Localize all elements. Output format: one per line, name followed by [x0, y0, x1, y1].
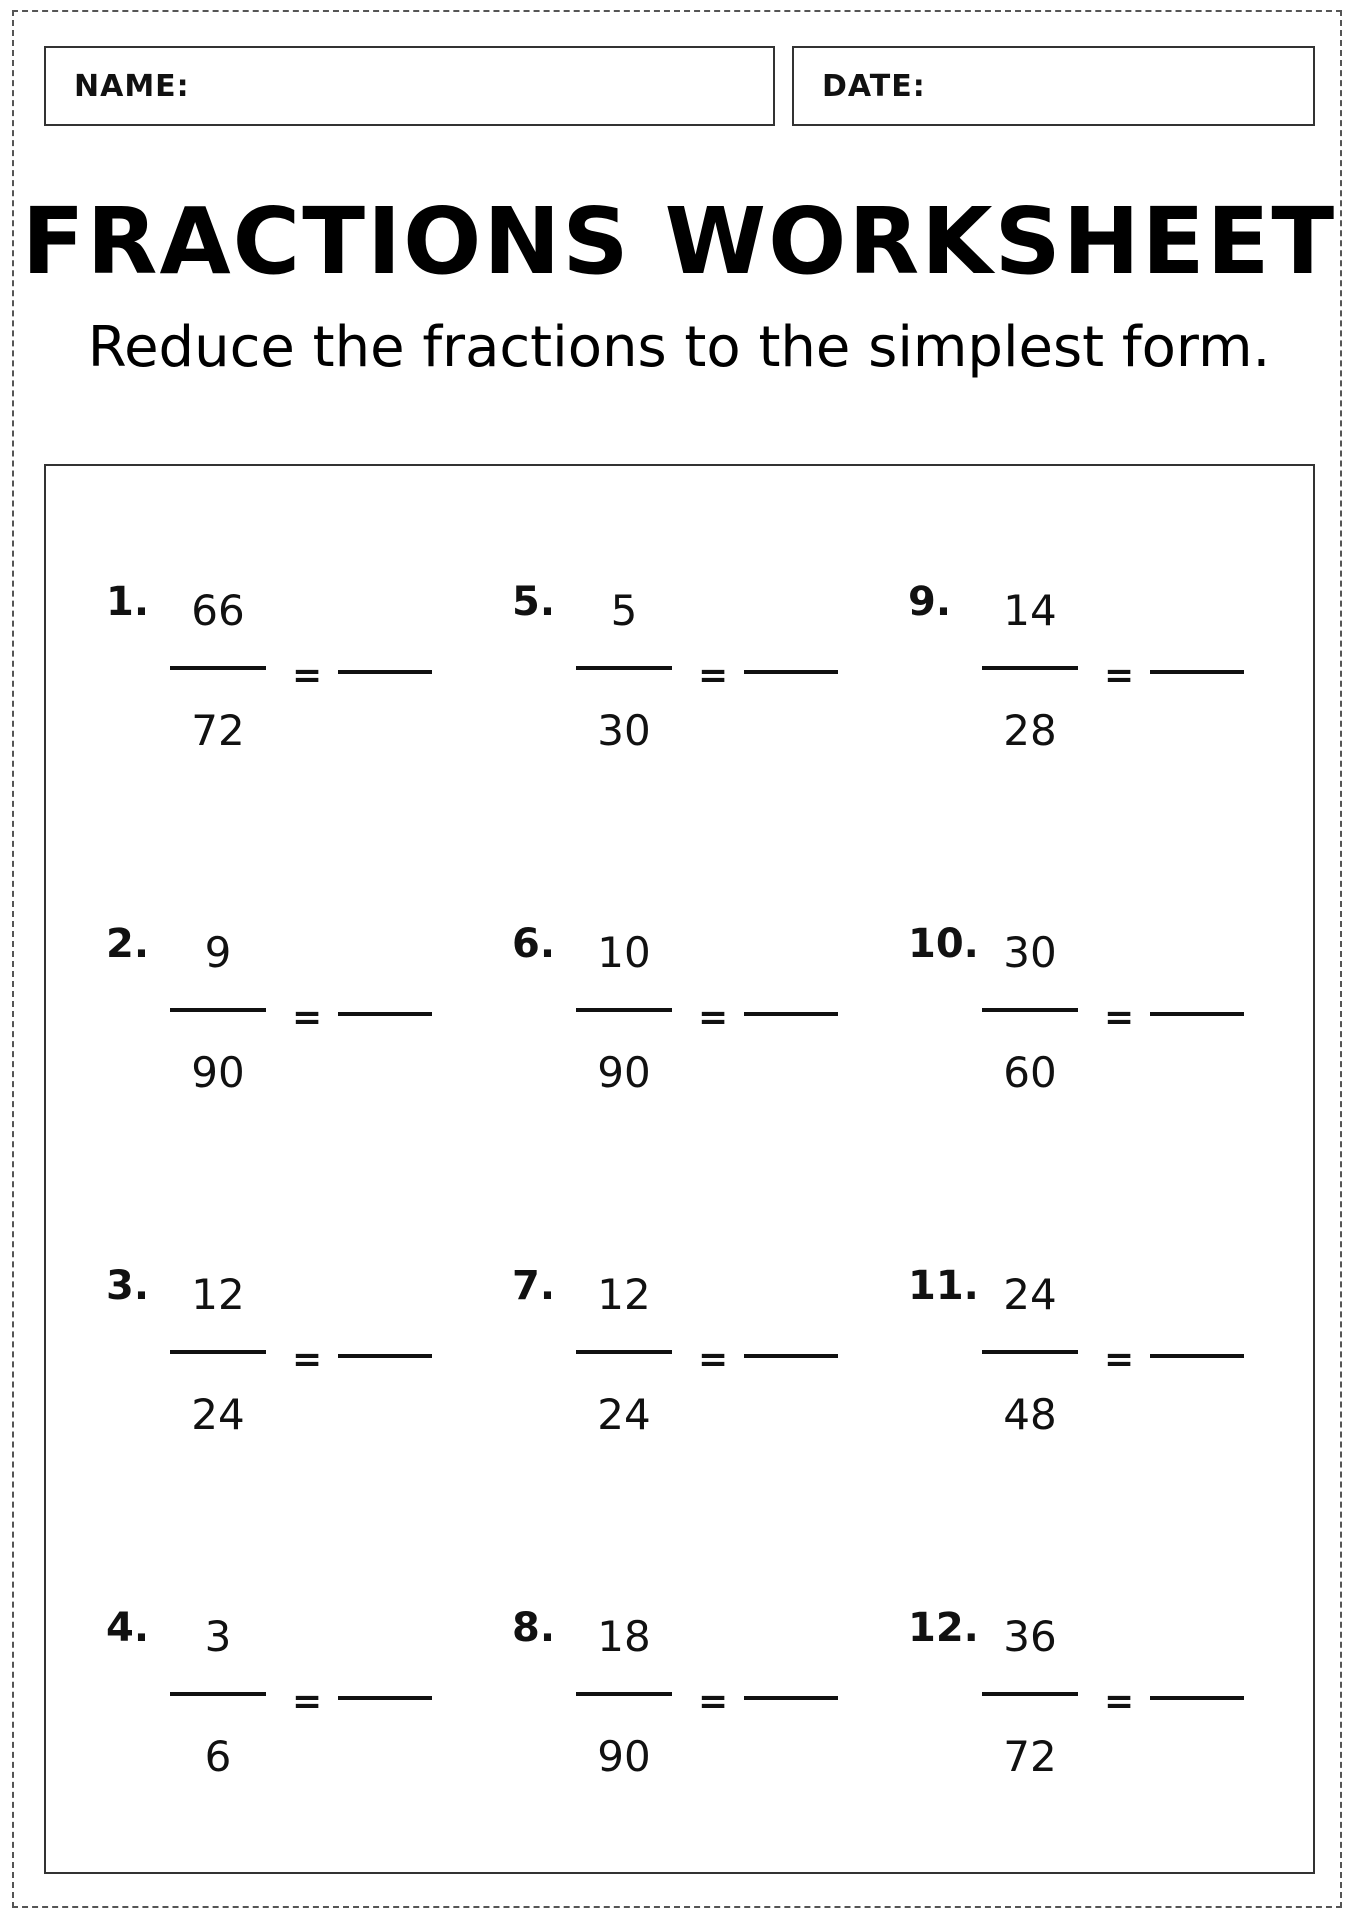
answer-line[interactable]: [744, 1012, 838, 1016]
equals-sign: =: [698, 655, 729, 696]
problem-7: [512, 1263, 872, 1466]
numerator: 3: [204, 1612, 232, 1661]
denominator: 72: [1003, 1732, 1057, 1781]
problem-number: 12.: [908, 1605, 979, 1651]
denominator: 28: [1003, 706, 1057, 755]
problem-2: [106, 921, 466, 1124]
fraction-bar: [170, 1350, 266, 1354]
numerator: 12: [191, 1270, 245, 1319]
answer-line[interactable]: [744, 1696, 838, 1700]
fraction-bar: [576, 1350, 672, 1354]
fraction-bar: [170, 666, 266, 670]
problems-panel: [44, 464, 1315, 1874]
problem-number: 1.: [106, 579, 150, 625]
equals-sign: =: [1104, 655, 1135, 696]
problem-12: [908, 1605, 1268, 1808]
equals-sign: =: [698, 997, 729, 1038]
denominator: 90: [597, 1732, 651, 1781]
numerator: 14: [1003, 586, 1057, 635]
answer-line[interactable]: [1150, 1354, 1244, 1358]
problem-number: 11.: [908, 1263, 979, 1309]
fraction-bar: [576, 1692, 672, 1696]
denominator: 90: [191, 1048, 245, 1097]
equals-sign: =: [1104, 1681, 1135, 1722]
denominator: 60: [1003, 1048, 1057, 1097]
problem-number: 5.: [512, 579, 556, 625]
problem-3: [106, 1263, 466, 1466]
numerator: 30: [1003, 928, 1057, 977]
answer-line[interactable]: [1150, 1696, 1244, 1700]
equals-sign: =: [292, 655, 323, 696]
problem-4: [106, 1605, 466, 1808]
fraction-bar: [576, 1008, 672, 1012]
problem-number: 6.: [512, 921, 556, 967]
worksheet-title: FRACTIONS WORKSHEET: [21, 188, 1337, 295]
equals-sign: =: [292, 1339, 323, 1380]
denominator: 90: [597, 1048, 651, 1097]
problem-number: 9.: [908, 579, 952, 625]
fraction-bar: [576, 666, 672, 670]
fraction-bar: [170, 1692, 266, 1696]
fraction-bar: [982, 1350, 1078, 1354]
answer-line[interactable]: [744, 1354, 838, 1358]
answer-line[interactable]: [338, 1354, 432, 1358]
name-label: NAME:: [74, 68, 190, 104]
date-field[interactable]: [792, 46, 1315, 126]
numerator: 5: [610, 586, 638, 635]
numerator: 24: [1003, 1270, 1057, 1319]
answer-line[interactable]: [338, 670, 432, 674]
numerator: 12: [597, 1270, 651, 1319]
problem-8: [512, 1605, 872, 1808]
problem-9: [908, 579, 1268, 782]
fraction-bar: [982, 1008, 1078, 1012]
problem-number: 2.: [106, 921, 150, 967]
problem-number: 3.: [106, 1263, 150, 1309]
denominator: 48: [1003, 1390, 1057, 1439]
numerator: 18: [597, 1612, 651, 1661]
denominator: 24: [597, 1390, 651, 1439]
denominator: 24: [191, 1390, 245, 1439]
date-label: DATE:: [822, 68, 926, 104]
problem-11: [908, 1263, 1268, 1466]
answer-line[interactable]: [338, 1012, 432, 1016]
equals-sign: =: [698, 1681, 729, 1722]
worksheet-instructions: Reduce the fractions to the simplest form.: [87, 315, 1271, 380]
problem-1: [106, 579, 466, 782]
answer-line[interactable]: [338, 1696, 432, 1700]
problem-6: [512, 921, 872, 1124]
equals-sign: =: [292, 997, 323, 1038]
denominator: 72: [191, 706, 245, 755]
answer-line[interactable]: [1150, 1012, 1244, 1016]
problem-number: 8.: [512, 1605, 556, 1651]
name-field[interactable]: [44, 46, 775, 126]
problem-10: [908, 921, 1268, 1124]
problem-number: 7.: [512, 1263, 556, 1309]
equals-sign: =: [1104, 997, 1135, 1038]
problem-number: 10.: [908, 921, 979, 967]
answer-line[interactable]: [1150, 670, 1244, 674]
numerator: 66: [191, 586, 245, 635]
denominator: 30: [597, 706, 651, 755]
fraction-bar: [982, 666, 1078, 670]
fraction-bar: [982, 1692, 1078, 1696]
answer-line[interactable]: [744, 670, 838, 674]
numerator: 10: [597, 928, 651, 977]
equals-sign: =: [292, 1681, 323, 1722]
numerator: 36: [1003, 1612, 1057, 1661]
equals-sign: =: [1104, 1339, 1135, 1380]
numerator: 9: [204, 928, 232, 977]
denominator: 6: [204, 1732, 232, 1781]
problem-5: [512, 579, 872, 782]
equals-sign: =: [698, 1339, 729, 1380]
fraction-bar: [170, 1008, 266, 1012]
problem-number: 4.: [106, 1605, 150, 1651]
